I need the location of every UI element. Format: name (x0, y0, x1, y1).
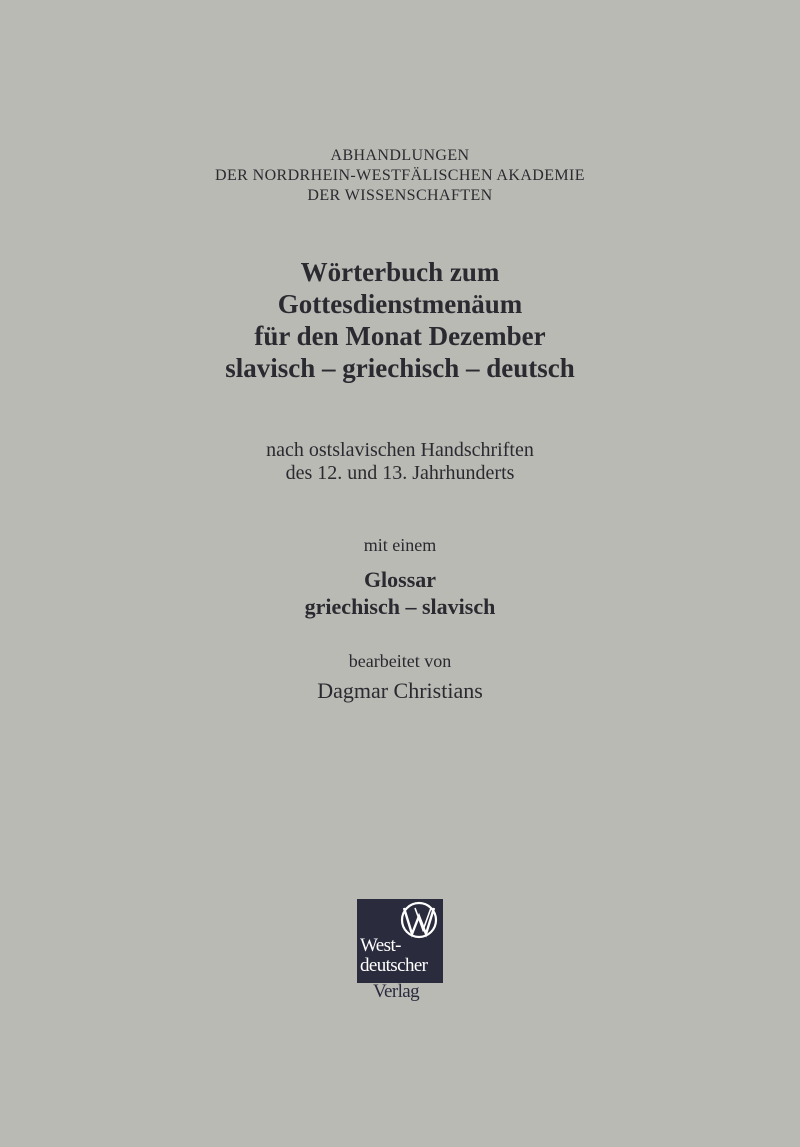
series-line-2: DER NORDRHEIN-WESTFÄLISCHEN AKADEMIE (215, 167, 585, 184)
editor-name: Dagmar Christians (317, 678, 483, 703)
publisher-name-line-3: Verlag (373, 981, 419, 1002)
editor-intro: bearbeitet von (348, 651, 452, 671)
title-line-4: slavisch – griechisch – deutsch (225, 353, 575, 383)
book-title (0, 256, 800, 384)
subtitle-line-1: nach ostslavischen Handschriften (266, 439, 534, 461)
subtitle-line-2: des 12. und 13. Jahrhunderts (285, 462, 515, 484)
publisher-logo (357, 899, 443, 1011)
series-heading (0, 146, 800, 206)
book-subtitle (0, 439, 800, 485)
glossary-title (0, 566, 800, 620)
glossary-line-1: Glossar (363, 567, 437, 592)
series-line-1: ABHANDLUNGEN (330, 147, 470, 164)
glossary-line-2: griechisch – slavisch (304, 594, 496, 619)
title-line-3: für den Monat Dezember (254, 321, 546, 351)
glossary-intro: mit einem (363, 535, 437, 555)
title-line-1: Wörterbuch zum (300, 257, 500, 287)
series-line-3: DER WISSENSCHAFTEN (307, 187, 493, 204)
wv-monogram-icon (395, 900, 443, 944)
publisher-name-line-2: deutscher (360, 955, 428, 976)
title-line-2: Gottesdienstmenäum (277, 289, 523, 319)
publisher-name-line-1: West- (360, 935, 401, 956)
